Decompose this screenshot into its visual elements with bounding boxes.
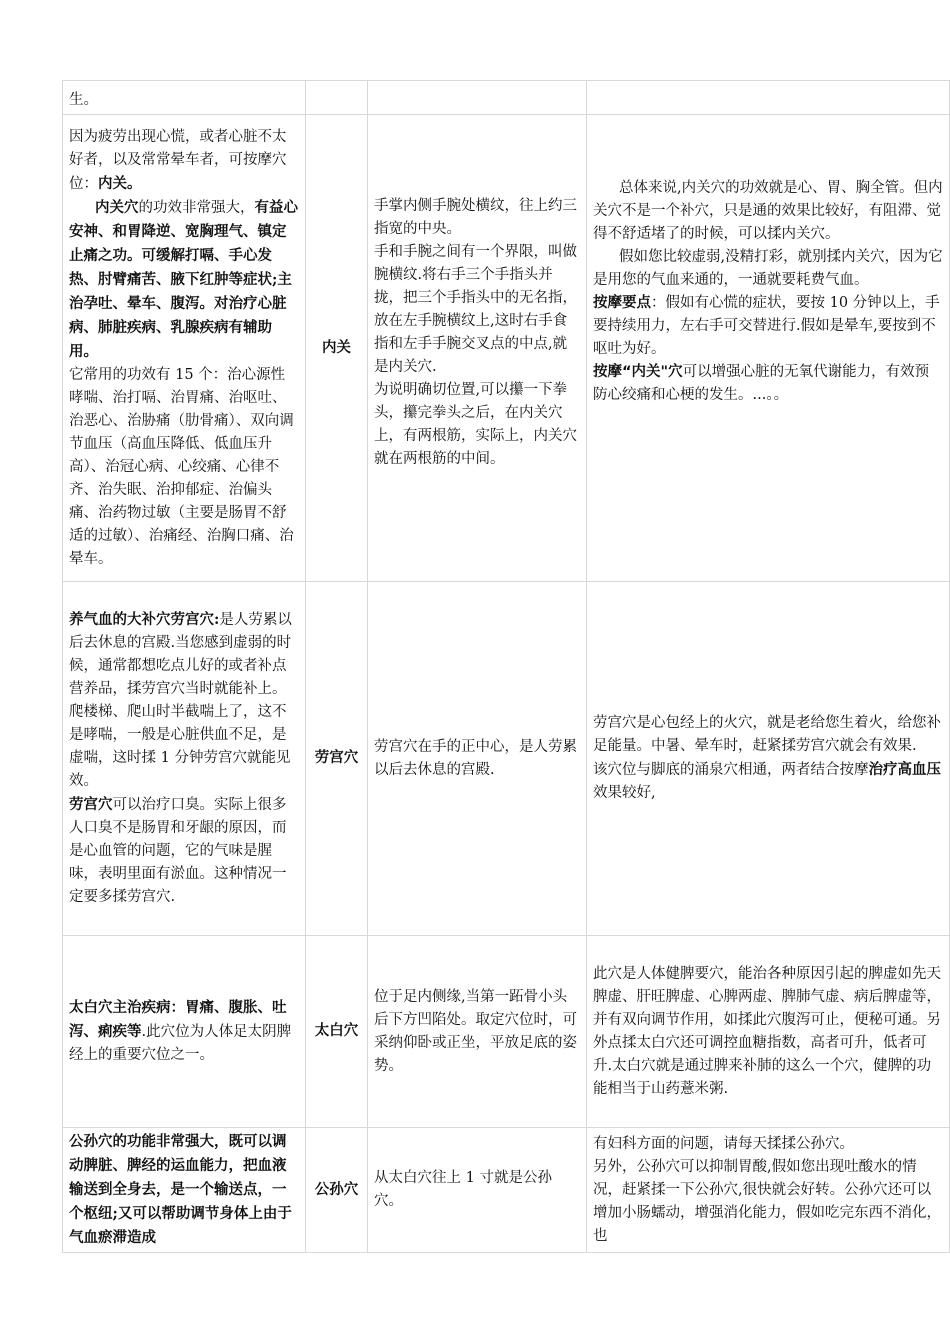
location-cell bbox=[368, 115, 587, 582]
location-text: 为说明确切位置,可以攥一下拳头，攥完拳头之后，在内关穴上，有两根筋，实际上，内关穴就在两根筋的中间。 bbox=[374, 382, 577, 467]
effect-cell bbox=[63, 1128, 306, 1253]
point-name: 内关 bbox=[322, 339, 351, 356]
effect-cell bbox=[63, 115, 306, 582]
location-text: 从太白穴往上 1 寸就是公孙穴。 bbox=[374, 1170, 552, 1209]
point-name: 太白穴 bbox=[314, 1023, 359, 1039]
notes-text: 总体来说,内关穴的功效就是心、胃、胸全管。但内关穴不是一个补穴，只是通的效果比较好，有阻滞、觉得不舒适堵了的时候，可以揉内关穴。 bbox=[593, 180, 943, 242]
point-name-cell bbox=[306, 81, 368, 115]
effect-text: .此穴位为人体足太阴脾经上的重要穴位之一。 bbox=[69, 1024, 292, 1063]
point-name-cell bbox=[306, 936, 368, 1128]
table-row bbox=[63, 1128, 950, 1253]
notes-heading: 按摩“内关"穴 bbox=[593, 364, 683, 380]
notes-text: 有妇科方面的问题，请每天揉揉公孙穴。 bbox=[593, 1135, 854, 1152]
notes-cell bbox=[587, 582, 950, 936]
notes-text: 该穴位与脚底的涌泉穴相通，两者结合按摩 bbox=[593, 762, 869, 778]
table-row bbox=[63, 115, 950, 582]
notes-text: 可以增强心脏的无氧代谢能力，有效预防心绞痛和心梗的发生。...。。 bbox=[593, 364, 930, 403]
point-name: 公孙穴 bbox=[314, 1181, 359, 1198]
effect-text-bold: 公孙穴的功能非常强大，既可以调动脾脏、脾经的运血能力，把血液输送到全身去，是一个输送点，一个枢纽;又可以帮助调节身体上由于气血瘀滞造成 bbox=[69, 1133, 292, 1246]
effect-text: 因为疲劳出现心慌，或者心脏不太好者，以及常常晕车者，可按摩穴位： bbox=[69, 128, 287, 192]
location-cell bbox=[368, 936, 587, 1128]
notes-heading: 治疗高血压 bbox=[868, 761, 941, 778]
effect-text: 是人劳累以后去休息的宫殿.当您感到虚弱的时候，通常都想吃点儿好的或者补点营养品，揉劳宫穴当时就能补上。爬楼梯、爬山时半截喘上了，这不是哮喘，一般是心脏供血不足，是虚喘，这时揉 1 分钟劳宫穴就能见效。 bbox=[69, 612, 292, 789]
effect-text: 的功效非常强大， bbox=[138, 199, 255, 216]
location-text: 手和手腕之间有一个界限，叫做腕横纹.将右手三个手指头并拢，把三个手指头中的无名指，放在左手腕横纹上,这时右手食指和左手手腕交叉点的中点,就是内关穴. bbox=[374, 244, 577, 375]
notes-heading: 按摩要点 bbox=[593, 295, 651, 311]
notes-text: 另外，公孙穴可以抑制胃酸,假如您出现吐酸水的情况，赶紧揉一下公孙穴,很快就会好转。公孙穴还可以增加小肠蠕动，增强消化能力，假如吃完东西不消化，也 bbox=[593, 1158, 941, 1244]
point-name-cell bbox=[306, 1128, 368, 1253]
notes-text: 劳宫穴是心包经上的火穴，就是老给您生着火，给您补足能量。中暑、晕车时，赶紧揉劳宫穴就会有效果. bbox=[593, 715, 941, 754]
effect-cell bbox=[63, 81, 306, 115]
point-name: 劳宫穴 bbox=[314, 750, 359, 766]
notes-text: 假如您比较虚弱,没精打彩，就别揉内关穴，因为它是用您的气血来通的，一通就要耗费气血。 bbox=[593, 249, 943, 288]
table-row bbox=[63, 582, 950, 936]
location-cell bbox=[368, 1128, 587, 1253]
notes-text: 此穴是人体健脾要穴，能治各种原因引起的脾虚如先天脾虚、肝旺脾虚、心脾两虚、脾肺气虚、病后脾虚等，并有双向调节作用，如揉此穴腹泻可止，便秘可通。另外点揉太白穴还可调控血糖指数，高者可升，低者可升.太白穴就是通过脾来补肺的这么一个穴，健脾的功能相当于山药薏米粥. bbox=[593, 965, 941, 1097]
notes-cell bbox=[587, 1128, 950, 1253]
location-cell bbox=[368, 81, 587, 115]
table-row bbox=[63, 81, 950, 115]
effect-text-bold: 内关。 bbox=[98, 174, 142, 192]
effect-text-bold: 养气血的大补穴劳宫穴: bbox=[69, 611, 220, 628]
notes-cell bbox=[587, 81, 950, 115]
location-text: 劳宫穴在手的正中心，是人劳累以后去休息的宫殿. bbox=[374, 738, 577, 778]
point-name-cell bbox=[306, 115, 368, 582]
notes-cell bbox=[587, 936, 950, 1128]
acupoint-table bbox=[62, 80, 950, 1253]
effect-text-bold: 有益心安神、和胃降逆、宽胸理气、镇定止痛之功。可缓解打嗝、手心发热、肘臂痛苦、腋下红肿等症状;主治孕吐、晕车、腹泻。对治疗心脏病、肺脏疾病、乳腺疾病有辅助用。 bbox=[69, 198, 298, 360]
table-row bbox=[63, 936, 950, 1128]
notes-text: ：假如有心慌的症状，要按 10 分钟以上，手要持续用力，左右手可交替进行.假如是晕车,要按到不呕吐为好。 bbox=[593, 295, 940, 357]
effect-text: 生。 bbox=[69, 92, 98, 108]
location-text: 位于足内侧缘,当第一跖骨小头后下方凹陷处。取定穴位时，可采纳仰卧或正坐，平放足底的姿势。 bbox=[374, 988, 577, 1074]
effect-cell bbox=[63, 582, 306, 936]
effect-list-text: 它常用的功效有 15 个：治心源性哮喘、治打嗝、治胃痛、治呕吐、治恶心、治胁痛（肋骨痛）、双向调节血压（高血压降低、低血压升高）、治冠心病、心绞痛、心律不齐、治失眠、治抑郁症、治偏头痛、治药物过敏（主要是肠胃不舒适的过敏）、治痛经、治胸口痛、治晕车。 bbox=[69, 366, 294, 567]
point-name-cell bbox=[306, 582, 368, 936]
effect-text-bold: 太白穴主治疾病：胃痛、腹胀、吐泻、痢疾等 bbox=[69, 999, 287, 1040]
location-text: 手掌内侧手腕处横纹，往上约三指宽的中央。 bbox=[374, 198, 577, 237]
point-highlight: 内关穴 bbox=[95, 198, 139, 216]
notes-cell bbox=[587, 115, 950, 582]
effect-cell bbox=[63, 936, 306, 1128]
point-highlight: 劳宫穴 bbox=[69, 796, 113, 813]
location-cell bbox=[368, 582, 587, 936]
notes-text: 效果较好, bbox=[593, 785, 656, 801]
effect-text: 可以治疗口臭。实际上很多人口臭不是肠胃和牙龈的原因，而是心血管的问题，它的气味是腥味，表明里面有淤血。这种情况一定要多揉劳宫穴. bbox=[69, 797, 287, 905]
